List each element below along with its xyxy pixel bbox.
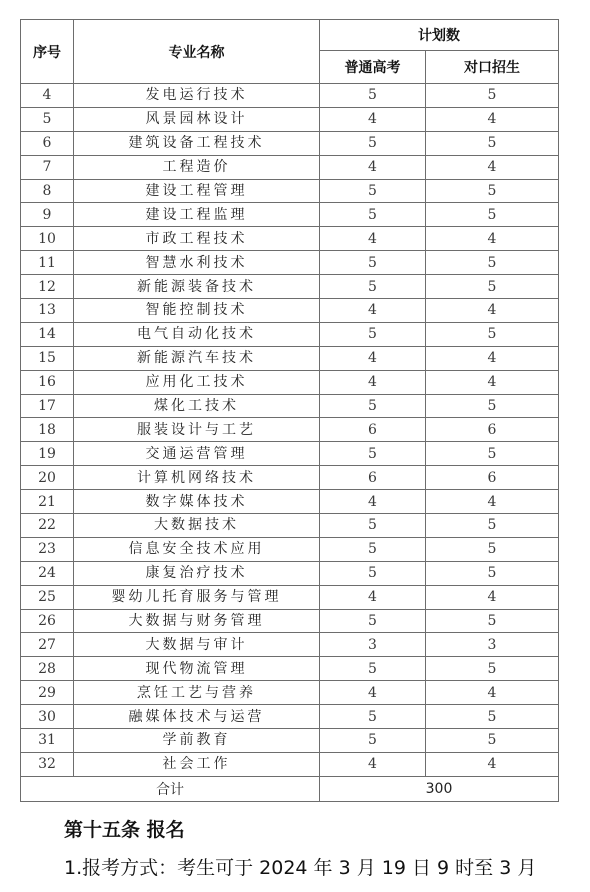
table-row xyxy=(21,490,559,514)
table-row xyxy=(21,131,559,155)
row-seq: 31 xyxy=(21,729,74,753)
row-regular-exam-count: 5 xyxy=(320,561,426,585)
row-major-name: 发电运行技术 xyxy=(74,84,320,108)
row-regular-exam-count: 5 xyxy=(320,442,426,466)
row-major-name: 市政工程技术 xyxy=(74,227,320,251)
row-regular-exam-count: 6 xyxy=(320,418,426,442)
row-seq: 14 xyxy=(21,322,74,346)
row-targeted-count: 5 xyxy=(426,275,559,299)
table-row xyxy=(21,633,559,657)
row-regular-exam-count: 4 xyxy=(320,370,426,394)
row-major-name: 社会工作 xyxy=(74,752,320,776)
row-regular-exam-count: 5 xyxy=(320,514,426,538)
total-row xyxy=(21,776,559,801)
table-row xyxy=(21,514,559,538)
row-targeted-count: 5 xyxy=(426,609,559,633)
row-seq: 26 xyxy=(21,609,74,633)
row-major-name: 新能源汽车技术 xyxy=(74,346,320,370)
row-seq: 28 xyxy=(21,657,74,681)
table-row xyxy=(21,227,559,251)
header-plan-count: 计划数 xyxy=(320,20,559,51)
table-row xyxy=(21,561,559,585)
row-regular-exam-count: 4 xyxy=(320,299,426,323)
row-targeted-count: 6 xyxy=(426,418,559,442)
row-regular-exam-count: 4 xyxy=(320,585,426,609)
row-targeted-count: 5 xyxy=(426,514,559,538)
row-targeted-count: 4 xyxy=(426,346,559,370)
row-targeted-count: 5 xyxy=(426,179,559,203)
header-major-name: 专业名称 xyxy=(74,20,320,84)
row-regular-exam-count: 5 xyxy=(320,251,426,275)
row-major-name: 应用化工技术 xyxy=(74,370,320,394)
table-row xyxy=(21,657,559,681)
table-row xyxy=(21,370,559,394)
table-row xyxy=(21,442,559,466)
row-targeted-count: 6 xyxy=(426,466,559,490)
registration-method-line: 1.报考方式：考生可于 2024 年 3 月 19 日 9 时至 3 月 xyxy=(64,857,537,879)
row-regular-exam-count: 5 xyxy=(320,537,426,561)
row-regular-exam-count: 5 xyxy=(320,179,426,203)
row-targeted-count: 3 xyxy=(426,633,559,657)
row-targeted-count: 5 xyxy=(426,561,559,585)
row-seq: 9 xyxy=(21,203,74,227)
row-regular-exam-count: 4 xyxy=(320,681,426,705)
row-targeted-count: 5 xyxy=(426,251,559,275)
row-regular-exam-count: 4 xyxy=(320,752,426,776)
row-major-name: 融媒体技术与运营 xyxy=(74,705,320,729)
row-seq: 29 xyxy=(21,681,74,705)
row-targeted-count: 5 xyxy=(426,729,559,753)
enrollment-plan-table xyxy=(20,19,559,802)
row-seq: 6 xyxy=(21,131,74,155)
table-row xyxy=(21,466,559,490)
header-targeted-enrollment: 对口招生 xyxy=(426,51,559,84)
row-targeted-count: 4 xyxy=(426,155,559,179)
row-seq: 23 xyxy=(21,537,74,561)
table-row xyxy=(21,394,559,418)
table-row xyxy=(21,275,559,299)
table-row xyxy=(21,585,559,609)
table-row xyxy=(21,107,559,131)
row-targeted-count: 4 xyxy=(426,370,559,394)
row-major-name: 数字媒体技术 xyxy=(74,490,320,514)
row-regular-exam-count: 4 xyxy=(320,490,426,514)
row-targeted-count: 5 xyxy=(426,705,559,729)
table-row xyxy=(21,681,559,705)
total-value: 300 xyxy=(320,776,559,801)
row-major-name: 康复治疗技术 xyxy=(74,561,320,585)
row-seq: 27 xyxy=(21,633,74,657)
table-row xyxy=(21,251,559,275)
table-row xyxy=(21,752,559,776)
table-header xyxy=(21,20,559,84)
row-major-name: 服装设计与工艺 xyxy=(74,418,320,442)
row-seq: 19 xyxy=(21,442,74,466)
header-seq: 序号 xyxy=(21,20,74,84)
row-major-name: 建设工程管理 xyxy=(74,179,320,203)
row-targeted-count: 5 xyxy=(426,203,559,227)
row-targeted-count: 4 xyxy=(426,752,559,776)
row-major-name: 煤化工技术 xyxy=(74,394,320,418)
row-major-name: 学前教育 xyxy=(74,729,320,753)
row-seq: 18 xyxy=(21,418,74,442)
row-targeted-count: 4 xyxy=(426,299,559,323)
row-targeted-count: 4 xyxy=(426,681,559,705)
table-row xyxy=(21,299,559,323)
row-seq: 5 xyxy=(21,107,74,131)
header-regular-exam: 普通高考 xyxy=(320,51,426,84)
row-regular-exam-count: 5 xyxy=(320,609,426,633)
row-seq: 10 xyxy=(21,227,74,251)
row-targeted-count: 4 xyxy=(426,227,559,251)
row-regular-exam-count: 4 xyxy=(320,227,426,251)
table-row xyxy=(21,155,559,179)
row-seq: 8 xyxy=(21,179,74,203)
table-row xyxy=(21,179,559,203)
row-seq: 4 xyxy=(21,84,74,108)
article-heading: 第十五条 报名 xyxy=(64,819,185,841)
row-regular-exam-count: 6 xyxy=(320,466,426,490)
row-regular-exam-count: 5 xyxy=(320,705,426,729)
table-row xyxy=(21,418,559,442)
row-major-name: 烹饪工艺与营养 xyxy=(74,681,320,705)
row-major-name: 电气自动化技术 xyxy=(74,322,320,346)
row-major-name: 婴幼儿托育服务与管理 xyxy=(74,585,320,609)
row-seq: 7 xyxy=(21,155,74,179)
row-major-name: 大数据技术 xyxy=(74,514,320,538)
row-targeted-count: 5 xyxy=(426,131,559,155)
row-seq: 22 xyxy=(21,514,74,538)
row-regular-exam-count: 5 xyxy=(320,394,426,418)
row-regular-exam-count: 4 xyxy=(320,107,426,131)
row-seq: 12 xyxy=(21,275,74,299)
row-major-name: 信息安全技术应用 xyxy=(74,537,320,561)
row-seq: 20 xyxy=(21,466,74,490)
row-seq: 25 xyxy=(21,585,74,609)
table-row xyxy=(21,609,559,633)
row-seq: 11 xyxy=(21,251,74,275)
table-row xyxy=(21,322,559,346)
table-row xyxy=(21,705,559,729)
row-major-name: 现代物流管理 xyxy=(74,657,320,681)
row-regular-exam-count: 5 xyxy=(320,729,426,753)
row-regular-exam-count: 3 xyxy=(320,633,426,657)
row-major-name: 建筑设备工程技术 xyxy=(74,131,320,155)
row-targeted-count: 5 xyxy=(426,537,559,561)
row-targeted-count: 4 xyxy=(426,585,559,609)
row-major-name: 交通运营管理 xyxy=(74,442,320,466)
row-seq: 15 xyxy=(21,346,74,370)
row-major-name: 计算机网络技术 xyxy=(74,466,320,490)
row-targeted-count: 5 xyxy=(426,394,559,418)
row-major-name: 新能源装备技术 xyxy=(74,275,320,299)
row-seq: 17 xyxy=(21,394,74,418)
row-regular-exam-count: 4 xyxy=(320,155,426,179)
row-targeted-count: 4 xyxy=(426,107,559,131)
row-seq: 16 xyxy=(21,370,74,394)
row-major-name: 大数据与财务管理 xyxy=(74,609,320,633)
row-major-name: 智慧水利技术 xyxy=(74,251,320,275)
row-seq: 24 xyxy=(21,561,74,585)
row-seq: 32 xyxy=(21,752,74,776)
row-targeted-count: 5 xyxy=(426,657,559,681)
row-major-name: 工程造价 xyxy=(74,155,320,179)
row-seq: 21 xyxy=(21,490,74,514)
row-seq: 13 xyxy=(21,299,74,323)
table-row xyxy=(21,729,559,753)
row-targeted-count: 5 xyxy=(426,442,559,466)
table-row xyxy=(21,537,559,561)
row-regular-exam-count: 5 xyxy=(320,322,426,346)
row-regular-exam-count: 5 xyxy=(320,275,426,299)
row-targeted-count: 5 xyxy=(426,322,559,346)
row-regular-exam-count: 5 xyxy=(320,203,426,227)
row-regular-exam-count: 5 xyxy=(320,84,426,108)
row-regular-exam-count: 4 xyxy=(320,346,426,370)
row-targeted-count: 5 xyxy=(426,84,559,108)
row-regular-exam-count: 5 xyxy=(320,657,426,681)
row-major-name: 智能控制技术 xyxy=(74,299,320,323)
table-body xyxy=(21,84,559,777)
row-major-name: 风景园林设计 xyxy=(74,107,320,131)
table-row xyxy=(21,346,559,370)
row-targeted-count: 4 xyxy=(426,490,559,514)
row-major-name: 大数据与审计 xyxy=(74,633,320,657)
table-row xyxy=(21,84,559,108)
table-row xyxy=(21,203,559,227)
row-major-name: 建设工程监理 xyxy=(74,203,320,227)
total-label: 合计 xyxy=(21,776,320,801)
row-regular-exam-count: 5 xyxy=(320,131,426,155)
row-seq: 30 xyxy=(21,705,74,729)
